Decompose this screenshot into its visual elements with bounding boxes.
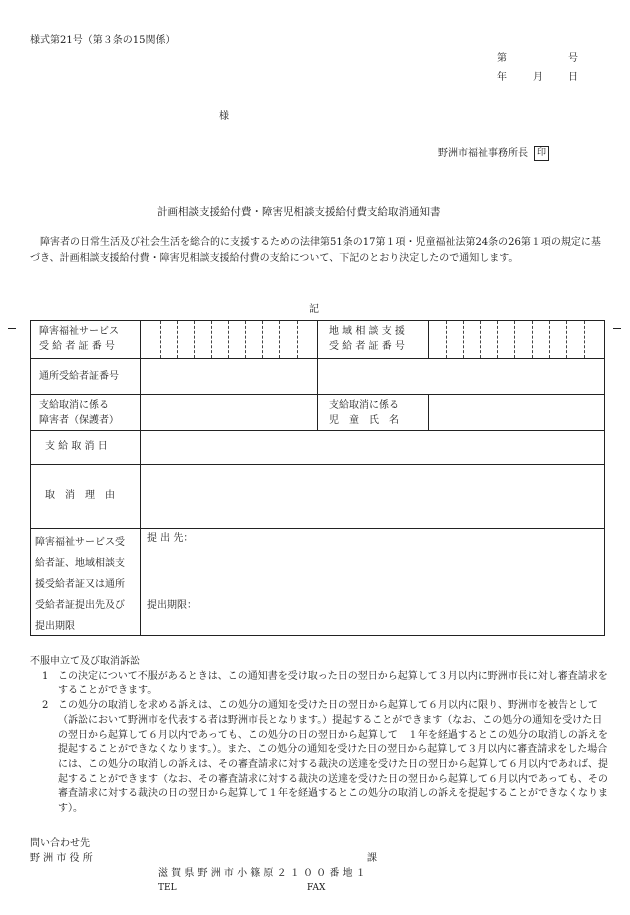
contact-office: 野 洲 市 役 所 xyxy=(30,853,93,864)
contact-tel-label: TEL xyxy=(158,883,177,893)
submission-label xyxy=(35,532,125,637)
digit-box-divider xyxy=(584,321,585,358)
issuer-name: 野洲市福祉事務所長 xyxy=(438,148,528,159)
child-name-label xyxy=(329,398,399,428)
issuer-line xyxy=(438,146,549,161)
digit-box-divider xyxy=(194,321,195,358)
digit-box-divider xyxy=(497,321,498,358)
right-label-divider xyxy=(428,321,429,358)
submission-label-line2: 給者証、地域相談支 xyxy=(35,558,125,569)
digit-box-divider xyxy=(245,321,246,358)
note-number: 2 xyxy=(42,700,49,712)
row-divider xyxy=(31,464,604,465)
contact-heading: 問い合わせ先 xyxy=(30,838,90,849)
digit-box-divider xyxy=(549,321,550,358)
disabled-person-label-line2: 障害者（保護者） xyxy=(39,415,119,426)
regional-cert-label-line1: 地 域 相 談 支 援 xyxy=(329,326,405,337)
submission-label-line3: 援受給者証又は通所 xyxy=(35,579,125,590)
digit-box-divider xyxy=(514,321,515,358)
digit-box-divider xyxy=(279,321,280,358)
day-label: 日 xyxy=(568,72,578,83)
left-margin-dash xyxy=(8,328,16,329)
seal-mark: 印 xyxy=(534,146,549,161)
digit-box-divider xyxy=(262,321,263,358)
submission-label-line5: 提出期限 xyxy=(35,621,75,632)
disabled-person-label-line1: 支給取消に係る xyxy=(39,400,109,411)
note-item xyxy=(30,699,610,817)
digit-box-divider xyxy=(177,321,178,358)
digit-box-divider xyxy=(160,321,161,358)
digit-box-divider xyxy=(297,321,298,358)
digit-box-divider xyxy=(228,321,229,358)
commuter-cert-label: 通所受給者証番号 xyxy=(39,371,119,382)
digit-box-divider xyxy=(566,321,567,358)
note-text: この決定について不服があるときは、この通知書を受け取った日の翌日から起算して３月以内に野洲市長に対し審査請求をすることができます。 xyxy=(58,670,608,697)
right-label-divider xyxy=(428,394,429,430)
contact-section-suffix: 課 xyxy=(367,853,377,864)
digit-box-divider xyxy=(211,321,212,358)
month-label: 月 xyxy=(533,72,543,83)
year-label: 年 xyxy=(497,72,507,83)
doc-no-suffix: 号 xyxy=(568,53,578,64)
addressee-suffix: 様 xyxy=(219,111,229,122)
intro-paragraph: 障害者の日常生活及び社会生活を総合的に支援するための法律第51条の17第１項・児童福祉法第24条の26第１項の規定に基づき、計画相談支援給付費・障害児相談支援給付費の支給について、下記のとおり決定したので通知します。 xyxy=(30,237,601,264)
cancel-reason-label: 取 消 理 由 xyxy=(45,490,115,501)
recipient-cert-label xyxy=(39,324,119,354)
note-text: この処分の取消しを求める訴えは、この処分の通知を受けた日の翌日から起算して６月以内に限り、野洲市を被告として（訴訟において野洲市を代表する者は野洲市長となります。）提起することができます（なお、この処分の通知を受けた日の翌日から起算して６月以内であっても、この処分の日の翌日から起算して １年を経過するとこの処分の取消しの訴えを提起することができなくなります。）。また、この処分の通知を受けた日の翌日から起算して３月以内に審査請求をした場合には、この処分の取消しの訴えは、その審査請求に対する裁決の送達を受けた日の翌日から起算して６月以内であれば、提起することができます（なお、その審査請求に対する裁決の送達を受けた日の翌日から起算して６月以内であっても、その審査請求に対する裁決の日の翌日から起算して１年を経過するとこの処分の取消しの訴えを提起することができなくなります）。 xyxy=(58,700,608,815)
form-number: 様式第21号（第３条の15関係） xyxy=(30,35,176,46)
recipient-cert-label-line2: 受 給 者 証 番 号 xyxy=(39,341,115,352)
row-divider xyxy=(31,528,604,529)
child-name-label-line2: 児 童 氏 名 xyxy=(329,415,399,426)
regional-cert-label-line2: 受 給 者 証 番 号 xyxy=(329,341,405,352)
child-name-label-line1: 支給取消に係る xyxy=(329,400,399,411)
recipient-cert-label-line1: 障害福祉サービス xyxy=(39,326,119,337)
disabled-person-label xyxy=(39,398,119,428)
submission-label-line4: 受給者証提出先及び xyxy=(35,600,125,611)
regional-cert-label xyxy=(329,324,405,354)
notes-heading: 不服申立て及び取消訴訟 xyxy=(30,656,140,667)
right-margin-dash xyxy=(613,328,621,329)
doc-no-label: 第 xyxy=(497,53,507,64)
submission-label-line1: 障害福祉サービス受 xyxy=(35,537,125,548)
middle-column-divider xyxy=(317,321,318,430)
label-column-divider xyxy=(140,321,141,635)
digit-box-divider xyxy=(532,321,533,358)
note-number: 1 xyxy=(42,670,49,682)
digit-box-divider xyxy=(446,321,447,358)
digit-box-divider xyxy=(480,321,481,358)
cancel-date-label: 支 給 取 消 日 xyxy=(45,441,108,452)
digit-box-divider xyxy=(463,321,464,358)
row-divider xyxy=(31,430,604,431)
record-mark: 記 xyxy=(309,304,319,315)
submit-to-label: 提 出 先： xyxy=(147,533,194,544)
cancellation-form-table xyxy=(30,320,605,636)
document-title: 計画相談支援給付費・障害児相談支援給付費支給取消通知書 xyxy=(157,206,441,218)
appeal-notes xyxy=(30,655,610,817)
contact-address: 滋 賀 県 野 洲 市 小 篠 原 ２ １ ０ ０ 番 地 １ xyxy=(158,868,366,879)
submit-deadline-label: 提出期限： xyxy=(147,600,197,611)
note-item xyxy=(30,670,610,699)
contact-fax-label: FAX xyxy=(307,883,326,893)
